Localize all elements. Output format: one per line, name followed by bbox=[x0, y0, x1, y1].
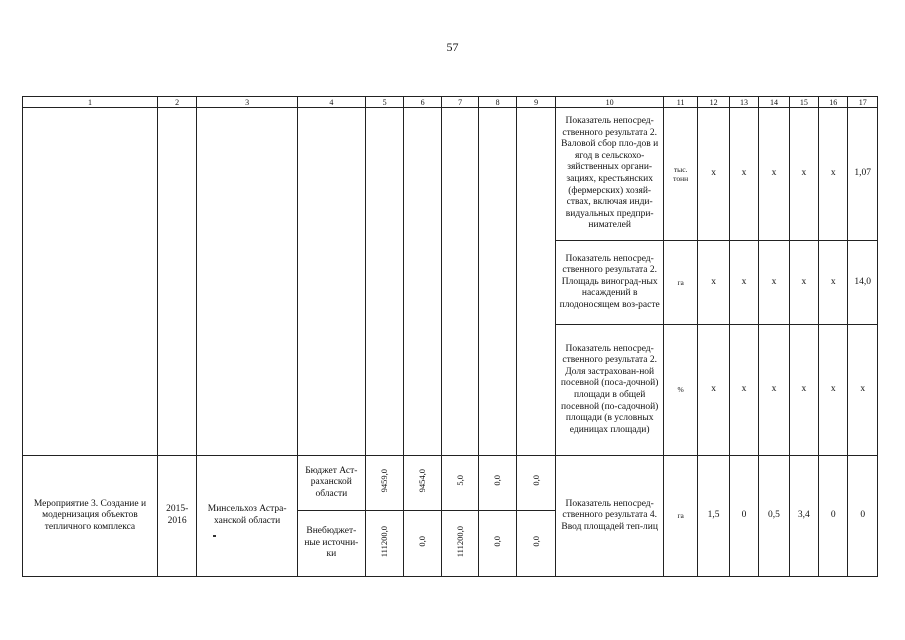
indicator-text: Показатель непосред-ственного результата 2. Площадь виноград-ных насаждений в плодоносящем воз-расте bbox=[556, 241, 664, 325]
header-col-16: 16 bbox=[819, 97, 848, 108]
indicator-value: x bbox=[729, 325, 758, 456]
funding-amount: 0,0 bbox=[404, 511, 442, 577]
indicator-value: 3,4 bbox=[789, 456, 818, 577]
header-col-1: 1 bbox=[23, 97, 158, 108]
empty-cell bbox=[197, 108, 297, 456]
header-col-5: 5 bbox=[365, 97, 404, 108]
empty-cell bbox=[404, 108, 442, 456]
indicator-value: x bbox=[789, 325, 818, 456]
indicator-value: x bbox=[819, 241, 848, 325]
event-executor: Минсельхоз Астра-ханской области bbox=[197, 456, 297, 577]
indicator-value: x bbox=[729, 241, 758, 325]
header-col-11: 11 bbox=[663, 97, 697, 108]
indicator-value: x bbox=[819, 108, 848, 241]
header-col-7: 7 bbox=[441, 97, 479, 108]
event-name: Мероприятие 3. Создание и модернизация объектов тепличного комплекса bbox=[23, 456, 158, 577]
indicator-value: 1,07 bbox=[848, 108, 878, 241]
funding-amount: 0,0 bbox=[516, 511, 556, 577]
indicator-value: x bbox=[789, 241, 818, 325]
page-number: 57 bbox=[446, 40, 459, 54]
indicator-text: Показатель непосред-ственного результата 2. Валовой сбор пло-дов и ягод в сельскохо-зяйственных органи-зациях, крестьянских (фермерских) хозяй-ствах, включая инди-видуальных предпри-нимателей bbox=[556, 108, 664, 241]
header-col-14: 14 bbox=[759, 97, 789, 108]
funding-amount: 9454,0 bbox=[404, 456, 442, 511]
program-table bbox=[22, 96, 878, 577]
header-col-3: 3 bbox=[197, 97, 297, 108]
header-col-10: 10 bbox=[556, 97, 664, 108]
indicator-unit: га bbox=[663, 456, 697, 577]
header-col-12: 12 bbox=[698, 97, 729, 108]
funding-amount: 0,0 bbox=[516, 456, 556, 511]
header-col-2: 2 bbox=[157, 97, 197, 108]
indicator-value: 1,5 bbox=[698, 456, 729, 577]
funding-amount: 111200,0 bbox=[441, 511, 479, 577]
header-col-17: 17 bbox=[848, 97, 878, 108]
indicator-value: x bbox=[698, 325, 729, 456]
empty-cell bbox=[23, 108, 158, 456]
indicator-value: 0 bbox=[729, 456, 758, 577]
indicator-value: x bbox=[698, 241, 729, 325]
header-col-8: 8 bbox=[479, 97, 517, 108]
indicator-text: Показатель непосред-ственного результата 4. Ввод площадей теп-лиц bbox=[556, 456, 664, 577]
funding-amount: 111200,0 bbox=[365, 511, 404, 577]
header-row bbox=[23, 97, 878, 108]
funding-amount: 0,0 bbox=[479, 511, 517, 577]
indicator-value: x bbox=[759, 241, 789, 325]
indicator-value: x bbox=[789, 108, 818, 241]
table-row bbox=[23, 108, 878, 241]
indicator-value: x bbox=[759, 108, 789, 241]
indicator-unit: тыс. тонн bbox=[663, 108, 697, 241]
header-col-6: 6 bbox=[404, 97, 442, 108]
empty-cell bbox=[479, 108, 517, 456]
indicator-value: x bbox=[698, 108, 729, 241]
funding-amount: 5,0 bbox=[441, 456, 479, 511]
header-col-13: 13 bbox=[729, 97, 758, 108]
funding-amount: 9459,0 bbox=[365, 456, 404, 511]
funding-amount: 0,0 bbox=[479, 456, 517, 511]
funding-source-name: Бюджет Аст-раханской области bbox=[297, 456, 365, 511]
indicator-value: x bbox=[759, 325, 789, 456]
empty-cell bbox=[516, 108, 556, 456]
header-col-4: 4 bbox=[297, 97, 365, 108]
indicator-text: Показатель непосред-ственного результата 2. Доля застрахован-ной посевной (поса-дочной) площади в общей посевной (по-садочной) площади (в условных единицах площади) bbox=[556, 325, 664, 456]
event-period: 2015-2016 bbox=[157, 456, 197, 577]
header-col-9: 9 bbox=[516, 97, 556, 108]
indicator-value: 0,5 bbox=[759, 456, 789, 577]
empty-cell bbox=[297, 108, 365, 456]
indicator-value: x bbox=[848, 325, 878, 456]
table-row bbox=[23, 456, 878, 511]
funding-source-name: Внебюджет-ные источни-ки bbox=[297, 511, 365, 577]
indicator-value: 0 bbox=[848, 456, 878, 577]
empty-cell bbox=[157, 108, 197, 456]
scan-mark bbox=[213, 535, 216, 537]
indicator-value: x bbox=[729, 108, 758, 241]
empty-cell bbox=[365, 108, 404, 456]
indicator-value: x bbox=[819, 325, 848, 456]
indicator-value: 14,0 bbox=[848, 241, 878, 325]
indicator-unit: га bbox=[663, 241, 697, 325]
empty-cell bbox=[441, 108, 479, 456]
indicator-unit: % bbox=[663, 325, 697, 456]
header-col-15: 15 bbox=[789, 97, 818, 108]
indicator-value: 0 bbox=[819, 456, 848, 577]
